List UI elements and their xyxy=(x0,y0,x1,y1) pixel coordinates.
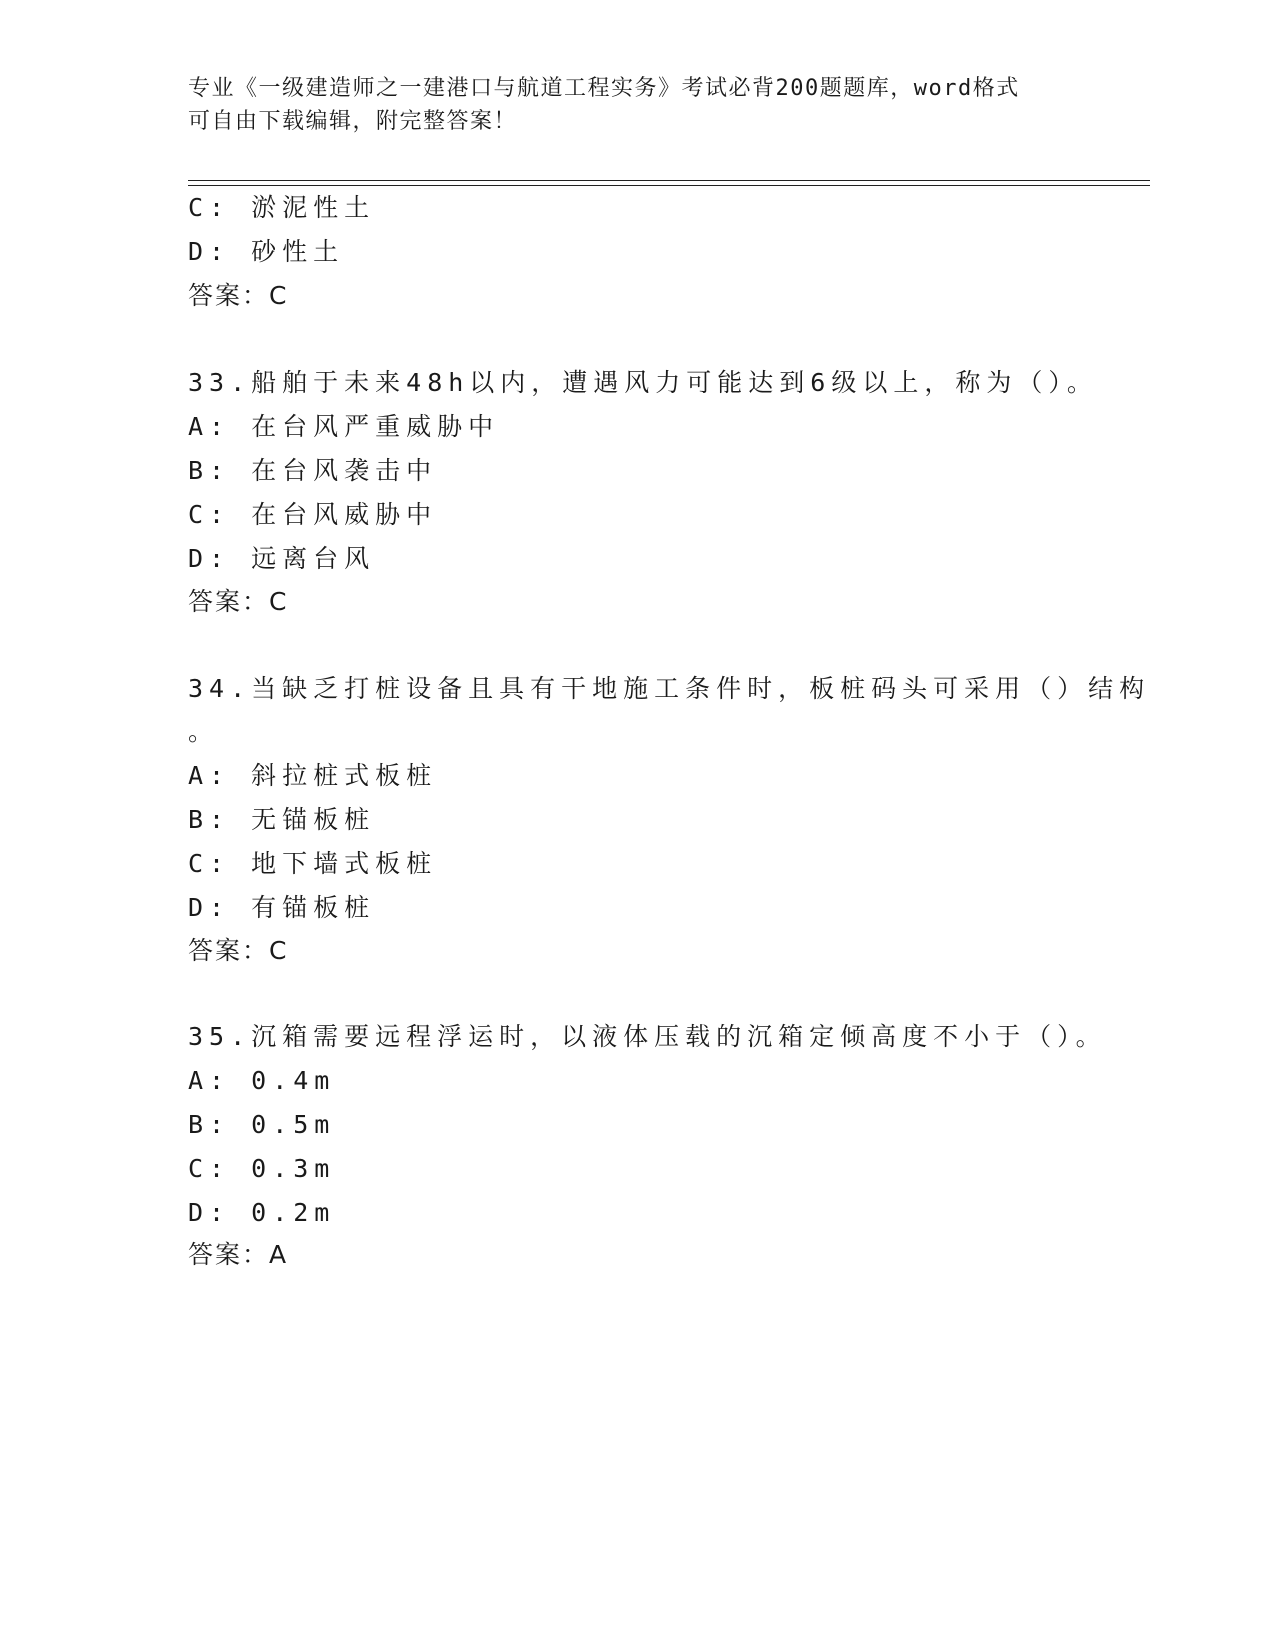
header-divider-bottom xyxy=(188,185,1150,186)
question-34-option-c: C: 地下墙式板桩 xyxy=(188,849,438,878)
question-34-stem-continued: 。 xyxy=(188,717,220,746)
question-34-option-a: A: 斜拉桩式板桩 xyxy=(188,761,438,790)
prev-option-c: C: 淤泥性土 xyxy=(188,193,376,222)
question-34-option-d: D: 有锚板桩 xyxy=(188,893,376,922)
question-35-option-c: C: 0.3m xyxy=(188,1154,336,1183)
question-34-stem: 34.当缺乏打桩设备且具有干地施工条件时，板桩码头可采用（）结构 xyxy=(188,674,1151,703)
question-35-stem: 35.沉箱需要远程浮运时，以液体压载的沉箱定倾高度不小于（）。 xyxy=(188,1022,1107,1051)
prev-option-d: D: 砂性土 xyxy=(188,237,345,266)
question-35-option-a: A: 0.4m xyxy=(188,1066,336,1095)
question-33-stem: 33.船舶于未来48h以内，遭遇风力可能达到6级以上，称为（）。 xyxy=(188,368,1098,397)
document-header xyxy=(188,72,1068,138)
question-35-option-b: B: 0.5m xyxy=(188,1110,336,1139)
question-33-option-d: D: 远离台风 xyxy=(188,544,376,573)
question-34-option-b: B: 无锚板桩 xyxy=(188,805,376,834)
prev-answer: 答案：C xyxy=(188,281,289,310)
header-line-2: 可自由下载编辑，附完整答案！ xyxy=(188,109,518,134)
question-33-option-b: B: 在台风袭击中 xyxy=(188,456,438,485)
question-35-option-d: D: 0.2m xyxy=(188,1198,336,1227)
question-33-option-a: A: 在台风严重威胁中 xyxy=(188,412,500,441)
question-34-answer: 答案：C xyxy=(188,936,289,965)
question-35-answer: 答案：A xyxy=(188,1240,289,1269)
question-33-option-c: C: 在台风威胁中 xyxy=(188,500,438,529)
question-33-answer: 答案：C xyxy=(188,587,289,616)
header-line-1: 专业《一级建造师之一建港口与航道工程实务》考试必背200题题库，word格式 xyxy=(188,76,1020,101)
header-divider-top xyxy=(188,180,1150,181)
